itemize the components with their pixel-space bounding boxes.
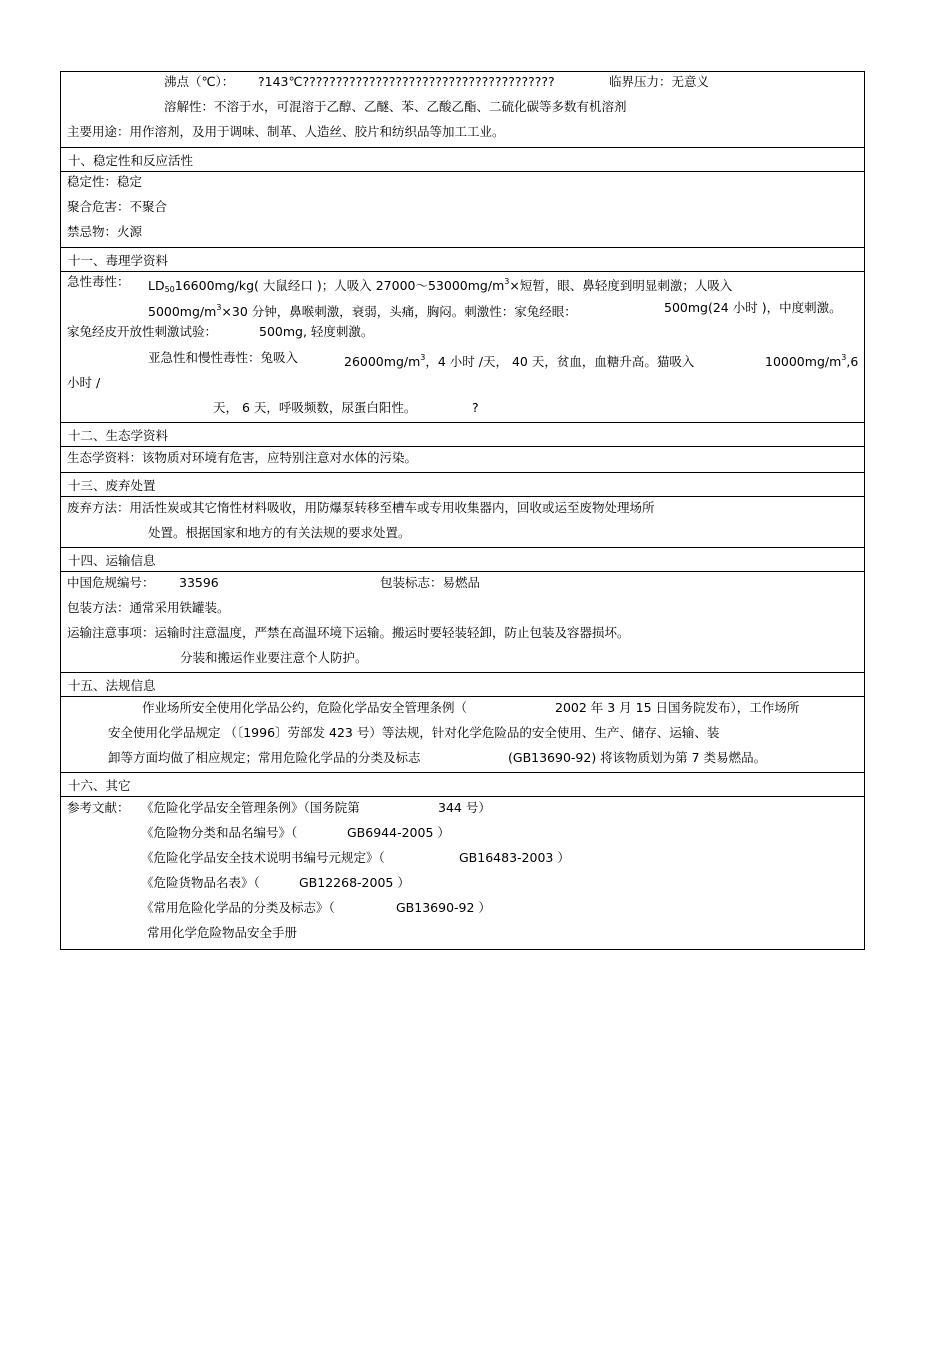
acute-line-2-conc: 5000mg/m: [148, 304, 217, 319]
superscript-3: 3: [504, 277, 510, 286]
transport-notice-1: 运输注意事项：运输时注意温度，严禁在高温环境下运输。搬运时要轻装轻卸，防止包装及容器损坏。: [67, 625, 630, 640]
section-11-body: [61, 272, 864, 423]
acute-line-1-text: 16600mg/kg( 大鼠经口 )；人吸入 27000～53000mg/m: [174, 278, 505, 293]
transport-notice-2: 分装和搬运作业要注意个人防护。: [180, 650, 368, 665]
boiling-point-value: ?143℃??????????????????????????????????????: [258, 74, 555, 89]
regulation-line-1a: 作业场所安全使用化学品公约，危险化学品安全管理条例（: [142, 700, 468, 715]
reference-item-2-code: GB6944-2005 ）: [347, 825, 450, 840]
chronic-conc-2: 10000mg/m: [765, 354, 842, 369]
acute-toxicity-line-1: [148, 274, 732, 298]
reference-item-4-code: GB12268-2005 ）: [299, 875, 410, 890]
acute-line-2-eye: 500mg(24 小时 )，中度刺激。: [664, 300, 842, 315]
chronic-toxicity-q: ?: [472, 400, 479, 415]
acute-toxicity-label: 急性毒性：: [67, 274, 130, 289]
package-mark: 包装标志：易燃品: [380, 575, 481, 590]
section-15-body: [61, 697, 864, 773]
section-12-body: [61, 447, 864, 473]
section-16-body: [61, 797, 864, 949]
regulation-line-3b: (GB13690-92) 将该物质划为第 7 类易燃品。: [508, 750, 767, 765]
reference-item-4: 《危险货物品名表》（: [141, 875, 260, 890]
section-15-title: 十五、法规信息: [61, 672, 864, 697]
section-12-title: 十二、生态学资料: [61, 422, 864, 447]
un-number-value: 33596: [179, 575, 219, 590]
reference-item-6: 常用化学危险物品安全手册: [147, 925, 298, 940]
regulation-line-2: 安全使用化学品规定 （〔1996〕劳部发 423 号）等法规，针对化学危险品的安全使用、生产、储存、运输、装: [108, 725, 720, 740]
ld-subscript: 50: [164, 285, 175, 294]
acute-toxicity-line-2: [148, 300, 577, 320]
disposal-text-1: 废弃方法：用活性炭或其它惰性材料吸收，用防爆泵转移至槽车或专用收集器内，回收或运至废物处理场所: [67, 500, 655, 515]
section-10-body: [61, 172, 864, 248]
solubility: 溶解性：不溶于水，可混溶于乙醇、乙醚、苯、乙酸乙酯、二硫化碳等多数有机溶剂: [164, 99, 627, 114]
section-16-title: 十六、其它: [61, 772, 864, 797]
chronic-toxicity-a: 亚急性和慢性毒性：兔吸入: [148, 350, 299, 365]
incompatible-materials: 禁忌物：火源: [67, 224, 143, 239]
references-label: 参考文献：: [67, 800, 130, 815]
acute-line-3-value: 500mg, 轻度刺激。: [259, 324, 374, 339]
critical-pressure: 临界压力：无意义: [609, 74, 710, 89]
chronic-toxicity-g: 天， 6 天，呼吸频数，尿蛋白阳性。: [213, 400, 417, 415]
reference-item-2: 《危险物分类和品名编号》（: [141, 825, 298, 840]
un-number-label: 中国危规编号：: [67, 575, 155, 590]
reference-item-1: 《危险化学品安全管理条例》（国务院第: [141, 800, 360, 815]
polymerization-hazard: 聚合危害：不聚合: [67, 199, 168, 214]
disposal-text-2: 处置。根据国家和地方的有关法规的要求处置。: [148, 525, 411, 540]
reference-item-3: 《危险化学品安全技术说明书编号元规定》（: [141, 850, 385, 865]
superscript-3: 3: [420, 353, 426, 362]
reference-item-3-code: GB16483-2003 ）: [459, 850, 570, 865]
section-10-title: 十、稳定性和反应活性: [61, 147, 864, 172]
chronic-toxicity-f: 小时 /: [67, 375, 101, 390]
acute-line-1-tail: ×短暂，眼、鼻轻度到明显刺激；人吸入: [509, 278, 733, 293]
ecology-text: 生态学资料：该物质对环境有危害，应特别注意对水体的污染。: [67, 450, 418, 465]
superscript-3: 3: [216, 303, 222, 312]
boiling-point-label: 沸点（℃）：: [164, 74, 235, 89]
acute-line-3-label: 家兔经皮开放性刺激试验：: [67, 324, 218, 339]
physical-properties-block: [61, 72, 864, 148]
acute-line-2-text: ×30 分钟，鼻喉刺激，衰弱，头痛，胸闷。刺激性：家兔经眼：: [221, 304, 577, 319]
reference-item-1-code: 344 号）: [438, 800, 491, 815]
chronic-conc-1: 26000mg/m: [344, 354, 421, 369]
reference-item-5-code: GB13690-92 ）: [396, 900, 491, 915]
section-13-body: [61, 497, 864, 548]
ld-text: LD: [148, 278, 165, 293]
section-11-title: 十一、毒理学资料: [61, 247, 864, 272]
chronic-hours: ,6: [846, 354, 859, 369]
main-uses: 主要用途：用作溶剂，及用于调味、制革、人造丝、胶片和纺织品等加工工业。: [67, 124, 505, 139]
regulation-line-3a: 卸等方面均做了相应规定；常用危险化学品的分类及标志: [108, 750, 421, 765]
chronic-toxicity-b: [344, 350, 694, 370]
package-method: 包装方法：通常采用铁罐装。: [67, 600, 230, 615]
section-14-body: [61, 572, 864, 673]
msds-table: [60, 71, 865, 950]
section-14-title: 十四、运输信息: [61, 547, 864, 572]
superscript-3: 3: [841, 353, 847, 362]
section-13-title: 十三、废弃处置: [61, 472, 864, 497]
chronic-text: ，4 小时 /天， 40 天，贫血，血糖升高。猫吸入: [425, 354, 695, 369]
stability: 稳定性：稳定: [67, 174, 143, 189]
chronic-toxicity-d: [765, 350, 858, 370]
regulation-line-1b: 2002 年 3 月 15 日国务院发布），工作场所: [555, 700, 800, 715]
reference-item-5: 《常用危险化学品的分类及标志》（: [141, 900, 335, 915]
